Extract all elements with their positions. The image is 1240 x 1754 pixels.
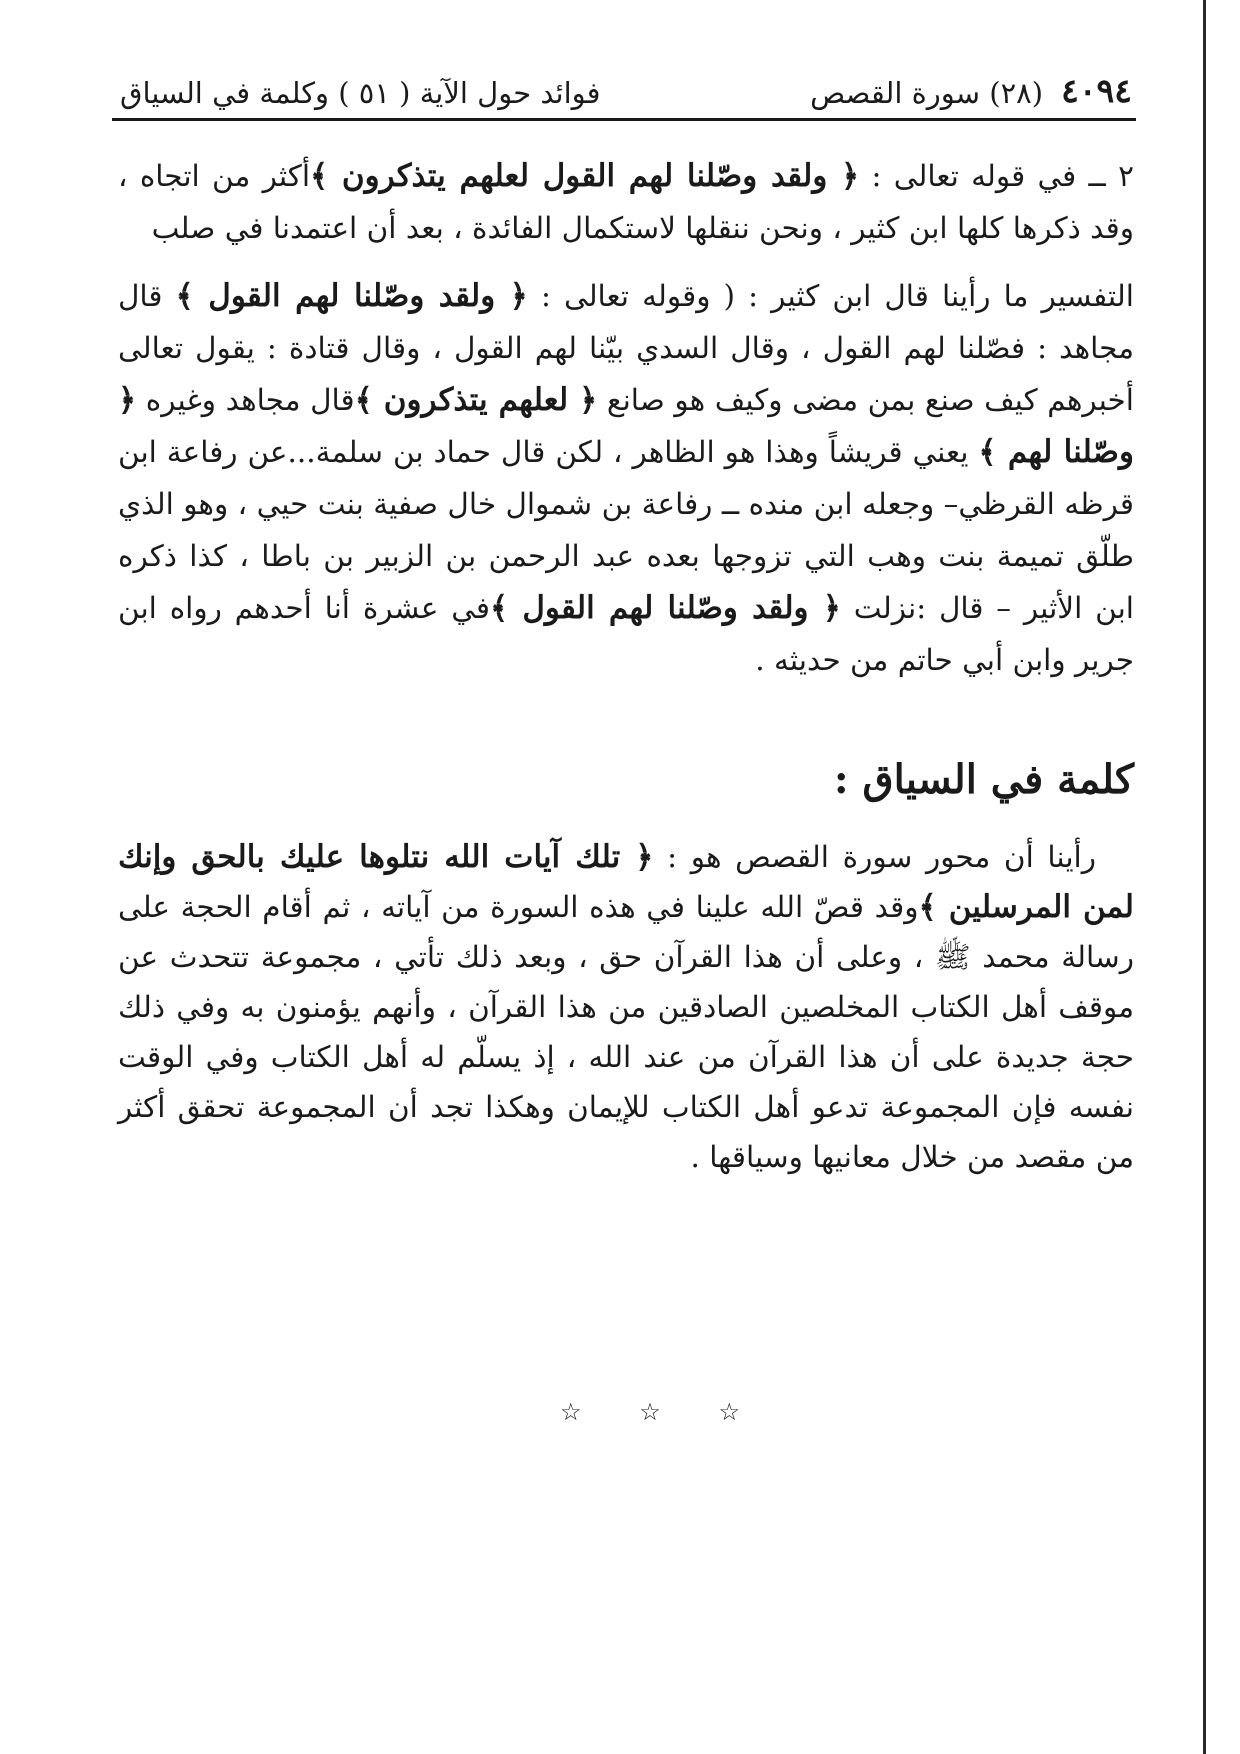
context-section (118, 832, 1134, 1182)
paragraph-ibn-kathir (118, 270, 1134, 686)
quran-quote: ﴿ وصّلنا لهم ﴾ (118, 382, 1134, 470)
quran-quote: ﴿ ولقد وصّلنا لهم القول ﴾ (490, 590, 841, 626)
tafsir-text: التفسير ما رأينا قال ابن كثير : ( وقوله تعالى : (527, 279, 1134, 313)
paragraph-benefit-2 (118, 150, 1134, 254)
benefit-intro: ٢ ــ في قوله تعالى : (859, 159, 1134, 193)
tafsir-text: قال مجاهد وغيره (136, 383, 355, 417)
running-header (120, 60, 1132, 110)
tafsir-text: يعني قريشاً وهذا هو الظاهر ، لكن قال حماد بن سلمة...عن رفاعة ابن قرظه القرظي– وجعله ابن منده ــ رفاعة بن شموال خال صفية بنت حيي ، وهو الذي طلّق تميمة بنت وهب التي تزوجها بعده عبد الرحمن بن الزبير بن باطا ، كذا ذكره ابن الأثير – قال :نزلت (118, 435, 1134, 625)
quran-quote: ﴿ تلك آيات الله نتلوها عليك بالحق وإنك لمن المرسلين ﴾ (118, 839, 1134, 925)
header-right-group (810, 71, 1132, 110)
context-text: وقد قصّ الله علينا في هذه السورة من آياته ، ثم أقام الحجة على رسالة محمد ﷺ ، وعلى أن هذا القرآن حق ، وبعد ذلك تأتي ، مجموعة تتحدث عن موقف أهل الكتاب المخلصين الصادقين من هذا القرآن ، وأنهم يؤمنون به وفي ذلك حجة جديدة على أن هذا القرآن من عند الله ، إذ يسلّم له أهل الكتاب وفي الوقت نفسه فإن المجموعة تدعو أهل الكتاب للإيمان وهكذا تجد أن المجموعة تحقق أكثر من مقصد من خلال معانيها وسياقها . (118, 890, 1134, 1174)
benefit-section (118, 150, 1134, 686)
section-heading: كلمة في السياق : (833, 756, 1134, 803)
surah-title: (٢٨) سورة القصص (810, 76, 1044, 110)
star-icon: ☆ (718, 1398, 740, 1426)
paragraph-context (118, 832, 1134, 1182)
header-topic: فوائد حول الآية ( ٥١ ) وكلمة في السياق (120, 76, 601, 110)
star-icon: ☆ (639, 1398, 661, 1426)
section-end-ornament (560, 1398, 740, 1426)
page-number: ٤٠٩٤ (1061, 71, 1132, 110)
quran-quote: ﴿ لعلهم يتذكرون ﴾ (354, 382, 598, 418)
page-edge-line (1203, 0, 1206, 1754)
quran-quote: ﴿ ولقد وصّلنا لهم القول ﴾ (175, 278, 528, 314)
quran-quote: ﴿ ولقد وصّلنا لهم القول لعلهم يتذكرون ﴾ (310, 158, 860, 194)
star-icon: ☆ (560, 1398, 582, 1426)
tafsir-text: في عشرة أنا أحدهم رواه ابن جرير وابن أبي حاتم من حديثه . (118, 591, 1134, 677)
context-text: رأينا أن محور سورة القصص هو : (653, 840, 1096, 874)
header-divider (112, 118, 1136, 121)
paragraph-gap (118, 254, 1134, 270)
tafsir-text: قال مجاهد : فصّلنا لهم القول ، وقال السدي بيّنا لهم القول ، وقال قتادة : يقول تعالى أخبرهم كيف صنع بمن مضى وكيف هو صانع (118, 279, 1134, 417)
benefit-text: أكثر من اتجاه ، وقد ذكرها كلها ابن كثير ، ونحن ننقلها لاستكمال الفائدة ، بعد أن اعتمدنا في صلب (118, 159, 1134, 245)
